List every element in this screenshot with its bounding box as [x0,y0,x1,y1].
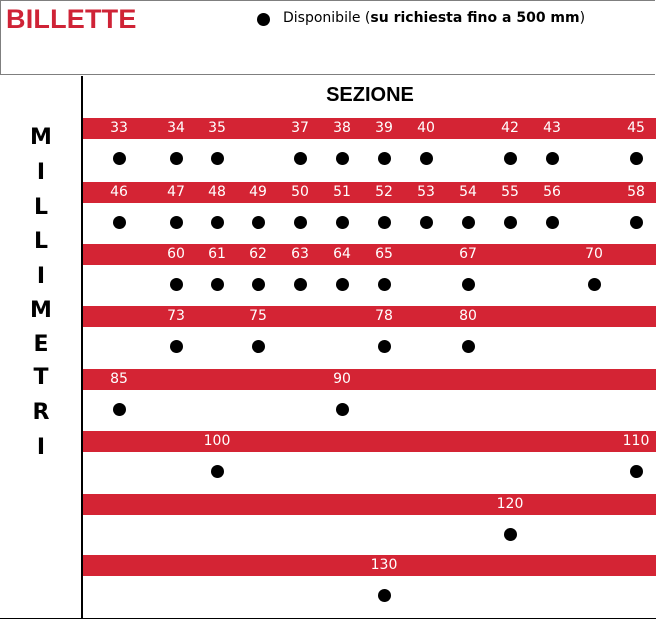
availability-dot-icon [462,216,475,229]
availability-dot-icon [420,216,433,229]
availability-dot-icon [336,403,349,416]
filled-dot-icon [257,13,270,26]
availability-dot-icon [630,152,643,165]
availability-dot-icon [378,152,391,165]
size-label: 58 [627,184,645,200]
availability-dot-icon [378,340,391,353]
legend [283,10,585,26]
size-label: 35 [208,120,226,136]
size-label: 63 [291,246,309,262]
availability-dot-icon [294,152,307,165]
availability-dot-icon [211,465,224,478]
size-label: 67 [459,246,477,262]
availability-dot-icon [378,278,391,291]
size-label: 54 [459,184,477,200]
size-label: 110 [622,433,650,449]
section-header: SEZIONE [326,83,414,106]
availability-dot-icon [170,278,183,291]
availability-dot-icon [546,152,559,165]
availability-dot-icon [252,340,265,353]
availability-dot-icon [336,216,349,229]
size-band-row [83,306,656,327]
availability-dot-icon [170,152,183,165]
availability-dot-icon [211,278,224,291]
availability-dot-icon [504,152,517,165]
availability-dot-icon [294,278,307,291]
size-label: 56 [543,184,561,200]
availability-dot-icon [113,216,126,229]
size-label: 43 [543,120,561,136]
vertical-label-letter: L [33,229,49,254]
availability-dot-icon [462,340,475,353]
size-label: 37 [291,120,309,136]
size-band-row [83,118,656,139]
availability-dot-icon [378,216,391,229]
availability-dot-icon [504,528,517,541]
size-label: 62 [249,246,267,262]
availability-dot-icon [170,216,183,229]
size-label: 120 [496,496,524,512]
size-label: 40 [417,120,435,136]
availability-dot-icon [504,216,517,229]
availability-dot-icon [170,340,183,353]
availability-dot-icon [588,278,601,291]
size-label: 90 [333,371,351,387]
size-label: 42 [501,120,519,136]
size-label: 52 [375,184,393,200]
availability-dot-icon [630,216,643,229]
availability-dot-icon [211,216,224,229]
size-label: 46 [110,184,128,200]
vertical-label-letter: M [30,125,52,150]
size-band-row [83,555,656,576]
size-label: 75 [249,308,267,324]
vertical-label-letter: L [33,195,49,220]
availability-dot-icon [336,278,349,291]
size-label: 53 [417,184,435,200]
legend-note: su richiesta fino a 500 mm [370,10,580,26]
size-label: 50 [291,184,309,200]
size-label: 85 [110,371,128,387]
size-label: 47 [167,184,185,200]
vertical-label-letter: I [36,435,46,460]
header [0,0,655,75]
availability-dot-icon [252,278,265,291]
size-label: 64 [333,246,351,262]
size-band-row [83,244,656,265]
size-label: 51 [333,184,351,200]
availability-dot-icon [378,589,391,602]
availability-dot-icon [252,216,265,229]
legend-note-close: ) [579,10,586,26]
size-label: 49 [249,184,267,200]
size-band-row [83,431,656,452]
size-label: 70 [585,246,603,262]
availability-dot-icon [336,152,349,165]
size-label: 80 [459,308,477,324]
vertical-label-letter: T [33,365,49,390]
availability-dot-icon [546,216,559,229]
legend-label: Disponibile [283,10,361,26]
availability-dot-icon [113,403,126,416]
size-band-row [83,369,656,390]
size-label: 45 [627,120,645,136]
legend-note-open: ( [364,10,371,26]
size-label: 130 [370,557,398,573]
size-band-row [83,182,656,203]
size-label: 61 [208,246,226,262]
vertical-label-letter: I [36,264,46,289]
size-label: 39 [375,120,393,136]
availability-dot-icon [211,152,224,165]
size-label: 73 [167,308,185,324]
size-label: 78 [375,308,393,324]
size-label: 38 [333,120,351,136]
vertical-label-letter: I [36,160,46,185]
availability-dot-icon [113,152,126,165]
availability-dot-icon [462,278,475,291]
vertical-label-letter: E [33,332,49,357]
availability-dot-icon [294,216,307,229]
vertical-label-letter: M [30,298,52,323]
size-label: 55 [501,184,519,200]
size-label: 60 [167,246,185,262]
page-title: BILLETTE [6,4,137,34]
sizes-table [82,76,656,619]
size-label: 33 [110,120,128,136]
availability-dot-icon [420,152,433,165]
size-label: 48 [208,184,226,200]
vertical-label-letter: R [32,400,50,425]
availability-dot-icon [630,465,643,478]
size-band-row [83,494,656,515]
size-label: 100 [203,433,231,449]
size-label: 65 [375,246,393,262]
vertical-label-column [0,76,82,619]
size-label: 34 [167,120,185,136]
